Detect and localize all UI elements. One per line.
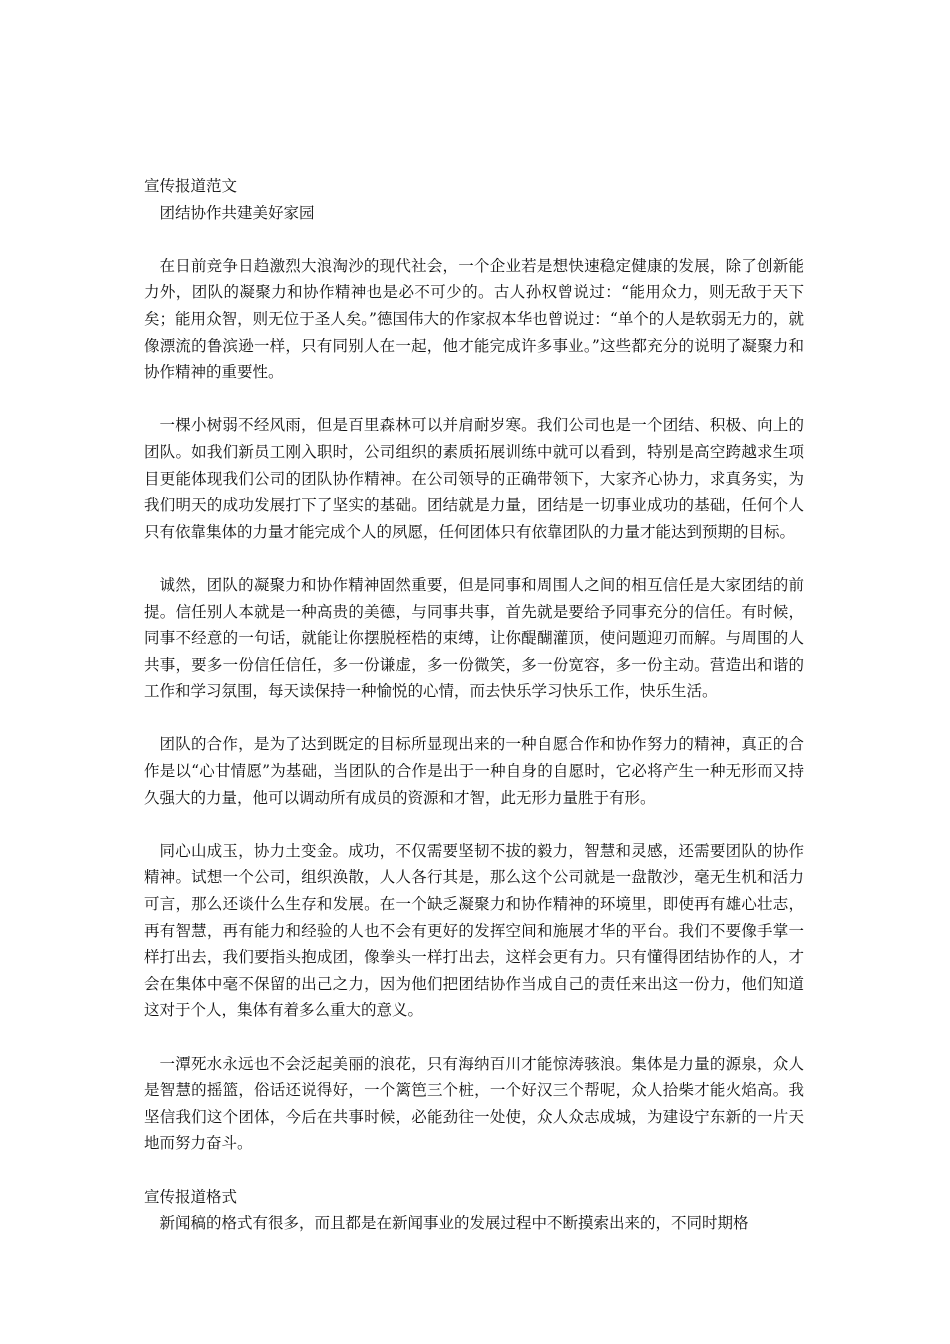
- paragraph-1: 在日前竞争日趋激烈大浪淘沙的现代社会，一个企业若是想快速稳定健康的发展，除了创新能力外，团队的凝聚力和协作精神也是必不可少的。古人孙权曾说过：“能用众力，则无敌于天下矣；能用众智，则无位于圣人矣。”德国伟大的作家叔本华也曾说过：“单个的人是软弱无力的，就像漂流的鲁滨逊一样，只有同别人在一起，他才能完成许多事业。”这些都充分的说明了凝聚力和协作精神的重要性。: [144, 256, 804, 382]
- article-title: 宣传报道范文: [144, 177, 238, 195]
- paragraph-3: 诚然，团队的凝聚力和协作精神固然重要，但是同事和周围人之间的相互信任是大家团结的前提。信任别人本就是一种高贵的美德，与同事共事，首先就是要给予同事充分的信任。有时候，同事不经意的一句话，就能让你摆脱桎梏的束缚，让你醍醐灌顶，使问题迎刃而解。与周围的人共事，要多一份信任信任，多一份谦虚，多一份微笑，多一份宽容，多一份主动。营造出和谐的工作和学习氛围，每天读保持一种愉悦的心情，而去快乐学习快乐工作，快乐生活。: [144, 575, 804, 701]
- paragraph-4: 团队的合作，是为了达到既定的目标所显现出来的一种自愿合作和协作努力的精神，真正的合作是以“心甘情愿”为基础，当团队的合作是出于一种自身的自愿时，它必将产生一种无形而又持久强大的力量，他可以调动所有成员的资源和才智，此无形力量胜于有形。: [144, 735, 804, 807]
- article-subtitle: 团结协作共建美好家园: [159, 203, 315, 222]
- document-body: [144, 173, 804, 1237]
- paragraph-5: 同心山成玉，协力土变金。成功，不仅需要坚韧不拔的毅力，智慧和灵感，还需要团队的协作精神。试想一个公司，组织涣散，人人各行其是，那么这个公司就是一盘散沙，毫无生机和活力可言，那么还谈什么生存和发展。在一个缺乏凝聚力和协作精神的环境里，即使再有雄心壮志，再有智慧，再有能力和经验的人也不会有更好的发挥空间和施展才华的平台。我们不要像手掌一样打出去，我们要指头抱成团，像拳头一样打出去，这样会更有力。只有懂得团结协作的人，才会在集体中毫不保留的出己之力，因为他们把团结协作当成自己的责任来出这一份力，他们知道这对于个人，集体有着多么重大的意义。: [144, 841, 804, 1020]
- format-section-title: 宣传报道格式: [144, 1187, 238, 1206]
- paragraph-2: 一棵小树弱不经风雨，但是百里森林可以并肩耐岁寒。我们公司也是一个团结、积极、向上的团队。如我们新员工刚入职时，公司组织的素质拓展训练中就可以看到，特别是高空跨越求生项目更能体现我们公司的团队协作精神。在公司领导的正确带领下，大家齐心协力，求真务实，为我们明天的成功发展打下了坚实的基础。团结就是力量，团结是一切事业成功的基础，任何个人只有依靠集体的力量才能完成个人的夙愿，任何团体只有依靠团队的力量才能达到预期的目标。: [144, 416, 804, 541]
- paragraph-6: 一潭死水永远也不会泛起美丽的浪花，只有海纳百川才能惊涛骇浪。集体是力量的源泉，众人是智慧的摇篮，俗话还说得好，一个篱笆三个桩，一个好汉三个帮呢，众人拾柴才能火焰高。我坚信我们这个团体，今后在共事时候，必能劲往一处使，众人众志成城，为建设宁东新的一片天地而努力奋斗。: [144, 1054, 804, 1153]
- format-section-paragraph: 新闻稿的格式有很多，而且都是在新闻事业的发展过程中不断摸索出来的，不同时期格: [159, 1214, 749, 1233]
- blank-line: [144, 226, 804, 253]
